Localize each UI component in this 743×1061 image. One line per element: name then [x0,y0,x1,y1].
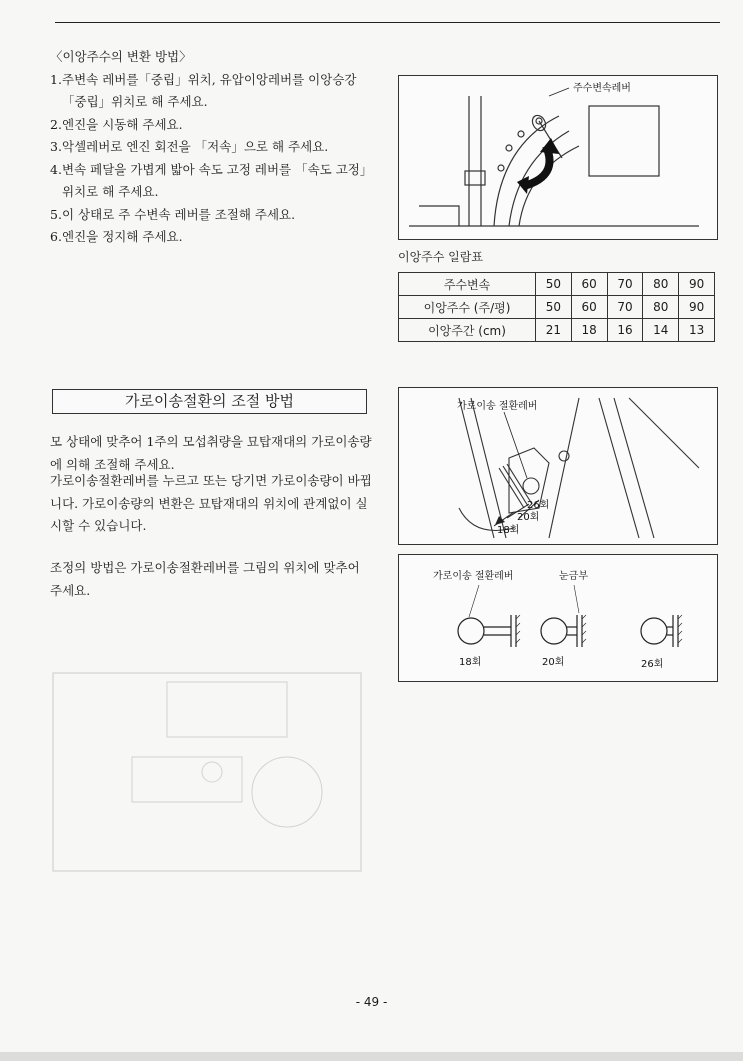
figure-lateral-feed-lever [398,387,718,545]
figure-lever-positions [398,554,718,682]
step-3: 3. 악셀레버로 엔진 회전을 「저속」으로 해 주세요. [50,139,329,154]
paragraph-3: 조정의 방법은 가로이송절환레버를 그림의 위치에 맞추어 주세요. [50,560,360,598]
transplant-speed-table [398,272,715,342]
table-cell: 14 [643,319,679,342]
table-cell: 90 [679,296,715,319]
step-6: 6. 엔진을 정지해 주세요. [50,229,183,244]
lateral-lever-illustration [399,388,719,546]
table-cell: 70 [607,273,643,296]
lever-label: 가로이송 절환레버 [433,571,514,582]
table-caption: 이앙주수 일람표 [398,250,483,264]
table-cell: 80 [643,296,679,319]
header-rule [55,22,720,23]
row-header: 이앙주수 (주/평) [399,296,536,319]
section-title: 가로이송절환의 조절 방법 [52,389,367,414]
speed-lever-illustration [399,76,719,241]
table-row [399,273,715,296]
bleed-through-image [52,672,362,872]
instructions-heading: 〈이앙주수의 변환 방법〉 [50,49,192,64]
figure-speed-lever [398,75,718,240]
speed-lever-label: 주수변속레버 [573,83,631,94]
table-cell: 21 [536,319,572,342]
step-5: 5. 이 상태로 주 수변속 레버를 조절해 주세요. [50,206,296,222]
table-cell: 80 [643,273,679,296]
scale-label: 눈금부 [559,571,588,582]
step-1: 1. 주변속 레버를「중립」위치, 유압이앙레버를 이앙승강「중립」위치로 해 주세요. [50,71,357,109]
table-cell: 50 [536,296,572,319]
mark-26: 26회 [527,500,550,511]
mark-20: 20회 [517,512,540,523]
table-row [399,319,715,342]
table-row [399,296,715,319]
mark-18: 18회 [497,525,520,536]
table-cell: 13 [679,319,715,342]
scan-edge [0,1052,743,1061]
table-cell: 60 [571,273,607,296]
position-26-label: 26회 [641,659,664,670]
lateral-lever-label: 가로이송 절환레버 [457,401,538,412]
paragraph-1: 모 상태에 맞추어 1주의 모섭취량을 묘탑재대의 가로이송량에 의해 조절해 주세요. [50,434,372,472]
speed-change-instructions [50,46,370,249]
paragraph-2: 가로이송절환레버를 누르고 또는 당기면 가로이송량이 바뀝니다. 가로이송량의 변환은 묘탑재대의 위치에 관계없이 실시할 수 있습니다. [50,473,372,533]
table-cell: 90 [679,273,715,296]
table-cell: 70 [607,296,643,319]
table-cell: 60 [571,296,607,319]
page-number: - 49 - [355,995,388,1009]
position-20-label: 20회 [542,657,565,668]
table-cell: 18 [571,319,607,342]
position-18-label: 18회 [459,657,482,668]
table-cell: 16 [607,319,643,342]
row-header: 이앙주간 (cm) [399,319,536,342]
row-header: 주수변속 [399,273,536,296]
table-cell: 50 [536,273,572,296]
step-2: 2. 엔진을 시동해 주세요. [50,116,183,132]
step-4: 4. 변속 페달을 가볍게 밟아 속도 고정 레버를 「속도 고정」위치로 해 주세요. [50,161,367,199]
